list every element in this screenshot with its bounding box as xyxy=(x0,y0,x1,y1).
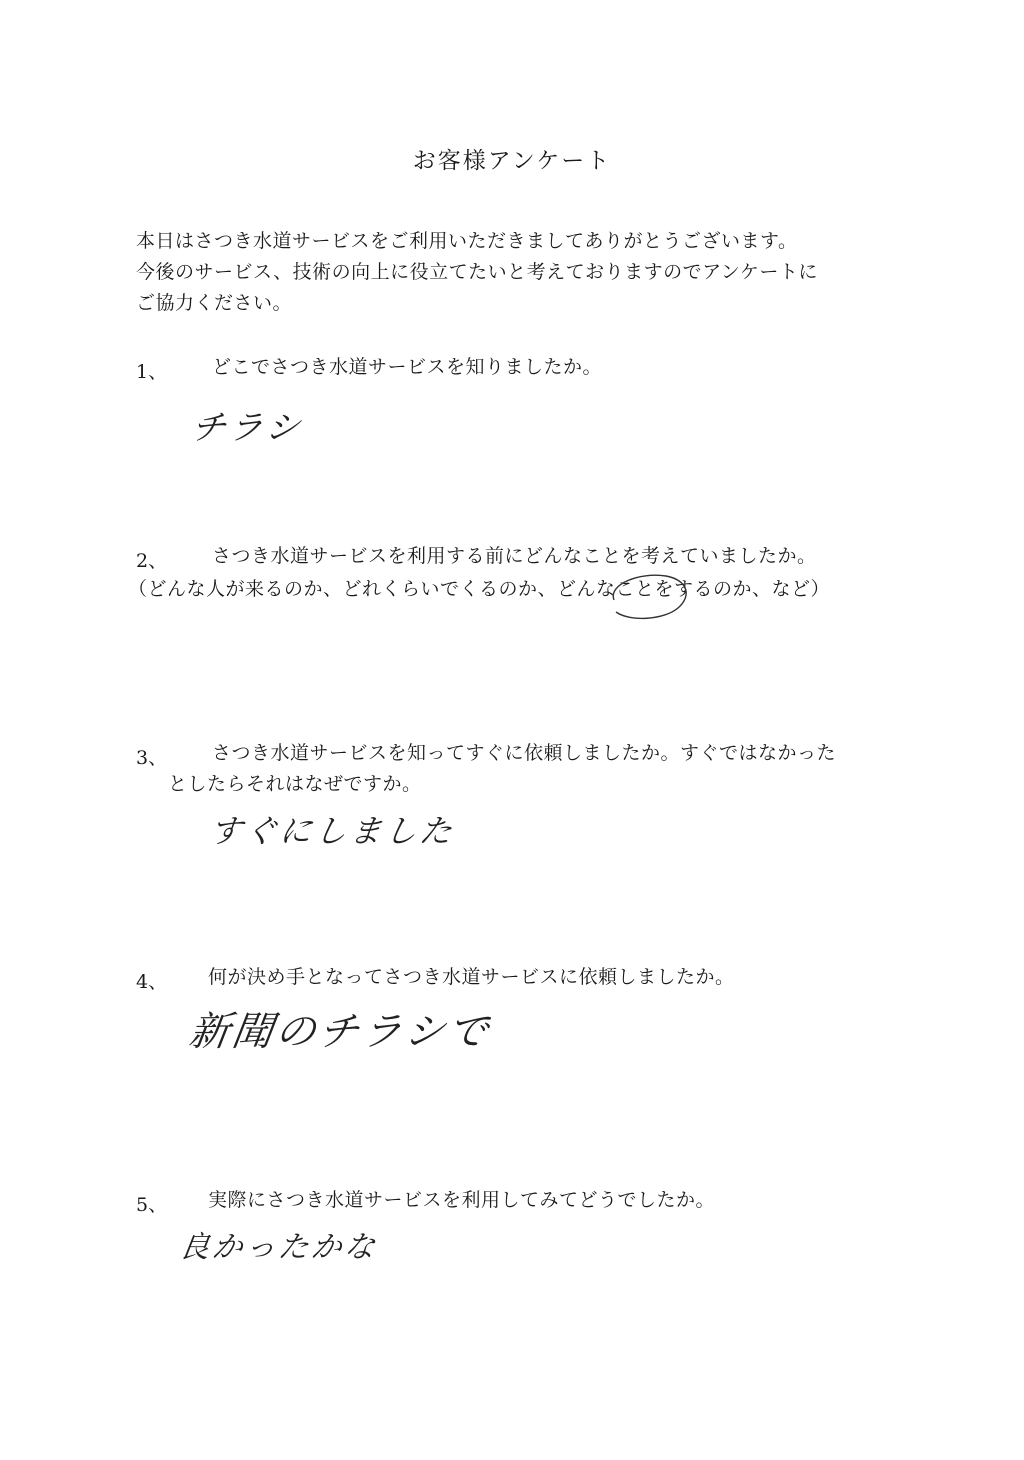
question-5-text: 実際にさつき水道サービスを利用してみてどうでしたか。 xyxy=(208,1189,716,1211)
question-3-number: 3、 xyxy=(136,747,168,769)
intro-line: ご協力ください。 xyxy=(136,292,293,314)
question-2-subtext: （どんな人が来るのか、どれくらいでくるのか、どんなことをするのか、など） xyxy=(128,578,831,600)
intro-line: 今後のサービス、技術の向上に役立てたいと考えておりますのでアンケートに xyxy=(136,261,818,283)
question-5-number: 5、 xyxy=(136,1194,168,1216)
intro-line: 本日はさつき水道サービスをご利用いただきましてありがとうございます。 xyxy=(136,230,798,252)
question-4-number: 4、 xyxy=(136,971,168,993)
question-1-text: どこでさつき水道サービスを知りましたか。 xyxy=(212,356,603,378)
intro-paragraph xyxy=(136,226,818,319)
answer-3-handwriting: すぐにしました xyxy=(207,812,458,850)
question-2-text: さつき水道サービスを利用する前にどんなことを考えていましたか。 xyxy=(212,545,817,567)
answer-1-handwriting: チラシ xyxy=(188,408,306,448)
question-1-number: 1、 xyxy=(136,361,168,383)
question-2-number: 2、 xyxy=(136,550,168,572)
page-title: お客様アンケート xyxy=(412,148,612,174)
question-4-text: 何が決め手となってさつき水道サービスに依頼しましたか。 xyxy=(208,966,735,988)
answer-5-handwriting: 良かったかな xyxy=(177,1230,380,1265)
question-3-text: さつき水道サービスを知ってすぐに依頼しましたか。すぐではなかった xyxy=(212,742,837,764)
question-3-subtext: としたらそれはなぜですか。 xyxy=(168,773,422,795)
answer-4-handwriting: 新聞のチラシで xyxy=(186,1009,494,1055)
